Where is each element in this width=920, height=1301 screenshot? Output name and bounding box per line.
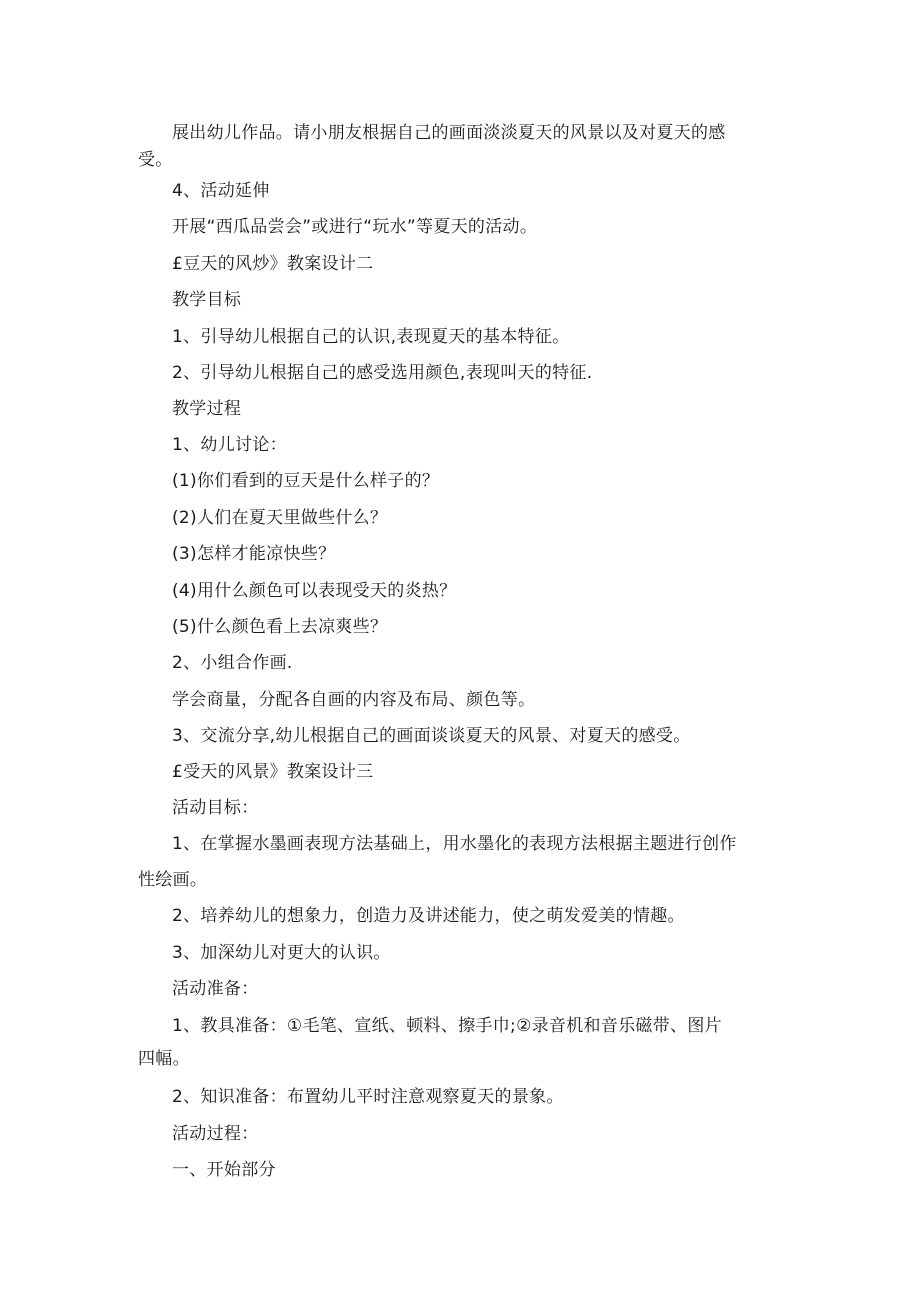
text-line: (3)怎样才能凉快些？ bbox=[172, 544, 336, 564]
text-line: 受。 bbox=[138, 150, 173, 170]
text-line: 1、引导幼儿根据自己的认识,表现夏天的基本特征。 bbox=[172, 327, 570, 347]
text-line: 一、开始部分 bbox=[172, 1160, 276, 1180]
text-line: 2、小组合作画. bbox=[172, 653, 293, 673]
section-heading: £受天的风景》教案设计三 bbox=[172, 762, 374, 782]
text-line: 性绘画。 bbox=[138, 870, 208, 890]
text-line: (4)用什么颜色可以表现受天的炎热？ bbox=[172, 581, 457, 601]
text-line: (1)你们看到的豆天是什么样子的？ bbox=[172, 471, 440, 491]
text-line: 活动准备： bbox=[172, 979, 259, 999]
text-line: 教学过程 bbox=[172, 399, 242, 419]
text-line: 活动目标： bbox=[172, 798, 259, 818]
text-line: 1、在掌握水墨画表现方法基础上，用水墨化的表现方法根据主题进行创作 bbox=[172, 834, 737, 854]
text-line: 开展“西瓜品尝会”或进行“玩水”等夏天的活动。 bbox=[172, 217, 538, 237]
text-line: 教学目标 bbox=[172, 290, 242, 310]
text-line: 展出幼儿作品。请小朋友根据自己的画面淡淡夏天的风景以及对夏天的感 bbox=[172, 123, 726, 143]
text-line: 3、交流分享,幼儿根据自己的画面谈谈夏天的风景、对夏天的感受。 bbox=[172, 726, 691, 746]
text-line: 4、活动延伸 bbox=[172, 181, 270, 201]
text-line: 2、知识准备：布置幼儿平时注意观察夏天的景象。 bbox=[172, 1087, 564, 1107]
text-line: 1、教具准备：①毛笔、宣纸、顿料、擦手巾;②录音机和音乐磁带、图片 bbox=[172, 1016, 722, 1036]
text-line: 2、培养幼儿的想象力，创造力及讲述能力，使之萌发爱美的情趣。 bbox=[172, 906, 685, 926]
text-line: 3、加深幼儿对更大的认识。 bbox=[172, 943, 391, 963]
text-line: (2)人们在夏天里做些什么？ bbox=[172, 508, 388, 528]
text-line: 1、幼儿讨论： bbox=[172, 435, 287, 455]
text-line: 2、引导幼儿根据自己的感受选用颜色,表现叫天的特征. bbox=[172, 363, 593, 383]
text-line: (5)什么颜色看上去凉爽些？ bbox=[172, 617, 388, 637]
section-heading: £豆天的风炒》教案设计二 bbox=[172, 254, 374, 274]
text-line: 活动过程： bbox=[172, 1124, 259, 1144]
text-line: 学会商量，分配各自画的内容及布局、颜色等。 bbox=[172, 690, 536, 710]
text-line: 四幅。 bbox=[138, 1049, 190, 1069]
